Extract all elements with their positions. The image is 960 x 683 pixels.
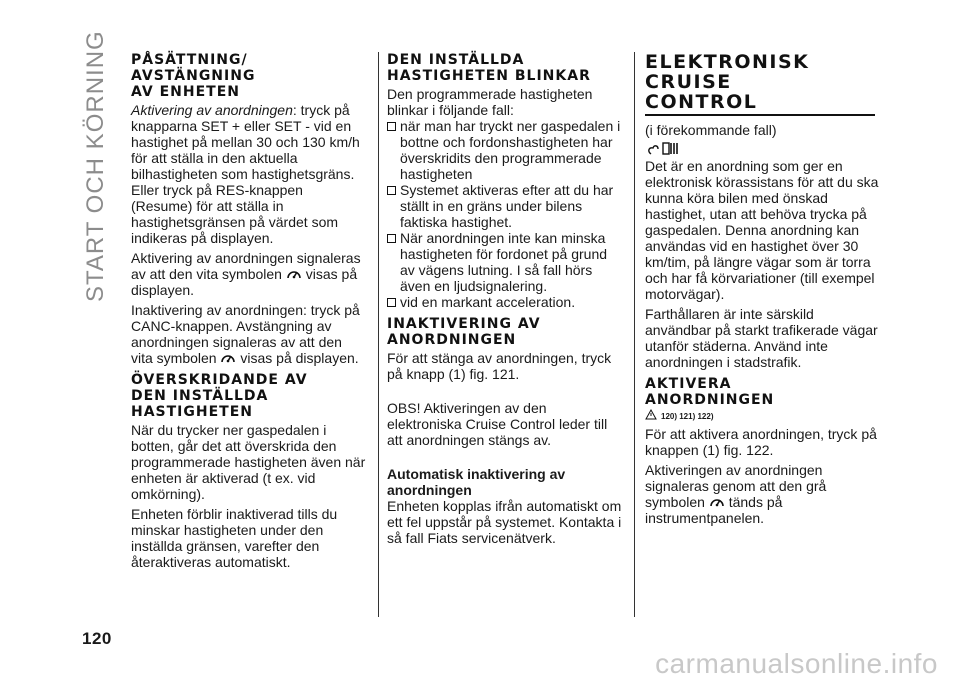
warning-reference-numbers: 120) 121) 122)	[661, 412, 714, 421]
column-divider-2	[634, 52, 635, 617]
paragraph-auto-deactivation: Enheten kopplas ifrån automatiskt om ett fel uppstår på systemet. Kontakta i så fall Fiats servicenätverk.	[387, 498, 622, 546]
activation-label: Aktivering av anordningen	[131, 102, 293, 118]
heading-exceed: ÖVERSKRIDANDE AV DEN INSTÄLLDA HASTIGHETEN	[131, 372, 308, 420]
heading-underline	[645, 114, 875, 116]
list-item	[387, 294, 623, 310]
list-item-text: När anordningen inte kan minska hastigheten för fordonet på grund av vägens lutning. I så fall hörs även en ljudsignalering.	[400, 230, 608, 294]
paragraph-activation-signal	[131, 250, 367, 298]
paragraph-optional: (i förekommande fall)	[645, 122, 777, 138]
heading-on-off: PÅSÄTTNING/ AVSTÄNGNING AV ENHETEN	[131, 52, 256, 100]
paragraph-exceed-2: Enheten förblir inaktiverad tills du minskar hastigheten under den inställda gränsen, varefter den återaktiveras automatiskt.	[131, 506, 338, 570]
list-item-text: vid en markant acceleration.	[400, 294, 576, 310]
list-item-text: när man har tryckt ner gaspedalen i bottne och fordonshastigheten har överskridits den programmerade hastigheten	[400, 118, 621, 182]
paragraph-activate: För att aktivera anordningen, tryck på knappen (1) fig. 122.	[645, 426, 877, 458]
activation-text: : tryck på knapparna SET + eller SET - vid en hastighet på mellan 30 och 130 km/h för att ställa in den aktuella bilhastigheten som hastighetsgräns. Eller tryck på RES-knappen (Resume) för att ställa in hastighetsgränsen på värdet som indikeras på displayen.	[131, 102, 360, 246]
page-number: 120	[82, 629, 112, 648]
checkbox-bullet-icon	[387, 122, 396, 131]
section-side-title: START OCH KÖRNING	[82, 30, 109, 302]
speedometer-icon	[220, 351, 236, 365]
list-item	[387, 182, 623, 230]
paragraph-deactivation	[131, 302, 367, 366]
heading-activate: AKTIVERA ANORDNINGEN	[645, 376, 775, 408]
column-divider-1	[378, 52, 379, 617]
activate-signal-text-end: tänds på instrumentpanelen.	[645, 494, 783, 526]
list-item	[387, 118, 623, 182]
column-2	[387, 52, 623, 550]
paragraph-deactivation: För att stänga av anordningen, tryck på knapp (1) fig. 121.	[387, 350, 612, 382]
warning-triangle-icon	[645, 409, 657, 426]
heading-deactivation: INAKTIVERING AV ANORDNINGEN	[387, 316, 541, 348]
list-item	[387, 230, 623, 294]
checkbox-bullet-icon	[387, 298, 396, 307]
paragraph-blink-intro: Den programmerade hastigheten blinkar i följande fall:	[387, 86, 593, 118]
fuel-flame-icon	[645, 140, 881, 156]
heading-cruise-control: ELEKTRONISK CRUISE CONTROL	[645, 51, 810, 113]
column-3	[645, 52, 881, 530]
deactivation-text-end: visas på displayen.	[240, 350, 359, 366]
heading-blink: DEN INSTÄLLDA HASTIGHETEN BLINKAR	[387, 52, 591, 84]
list-item-text: Systemet aktiveras efter att du har ställt in en gräns under bilens faktiska hastighet.	[400, 182, 614, 230]
paragraph-usage: Farthållaren är inte särskild användbar på starkt trafikerade vägar utanför städerna. Använd inte anordningen i stadstrafik.	[645, 306, 878, 370]
activation-signal-text-end: visas på displayen.	[131, 266, 358, 298]
activate-signal-text: Aktiveringen av anordningen signaleras genom att den grå symbolen	[645, 462, 827, 510]
deactivation-text: Inaktivering av anordningen: tryck på CANC-knappen. Avstängning av anordningen signaleras av att den vita symbolen	[131, 302, 360, 366]
heading-auto-deactivation: Automatisk inaktivering av anordningen	[387, 466, 566, 498]
paragraph-activate-signal	[645, 462, 881, 526]
paragraph-intro: Det är en anordning som ger en elektronisk körassistans för att du ska kunna köra bilen med önskad hastighet, utan att behöva trycka på gaspedalen. Denna anordning kan användas vid en hastighet över 30 km/tim, på längre vägar som är torra och har få körvariationer (till exempel motorvägar).	[645, 158, 879, 302]
checkbox-bullet-icon	[387, 234, 396, 243]
paragraph-note: OBS! Aktiveringen av den elektroniska Cruise Control leder till att anordningen stängs av.	[387, 400, 608, 448]
activation-signal-text: Aktivering av anordningen signaleras av att den vita symbolen	[131, 250, 361, 282]
warning-references	[645, 410, 881, 424]
speedometer-icon	[286, 267, 302, 281]
speedometer-icon	[709, 495, 725, 509]
checkbox-bullet-icon	[387, 186, 396, 195]
paragraph-activation	[131, 102, 367, 246]
footer-watermark[interactable]: carmanualsonline.info	[655, 648, 938, 679]
paragraph-exceed-1: När du trycker ner gaspedalen i botten, går det att överskrida den programmerade hastigheten även när enheten är aktiverad (t ex. vid omkörning).	[131, 422, 366, 502]
column-1	[131, 52, 367, 574]
